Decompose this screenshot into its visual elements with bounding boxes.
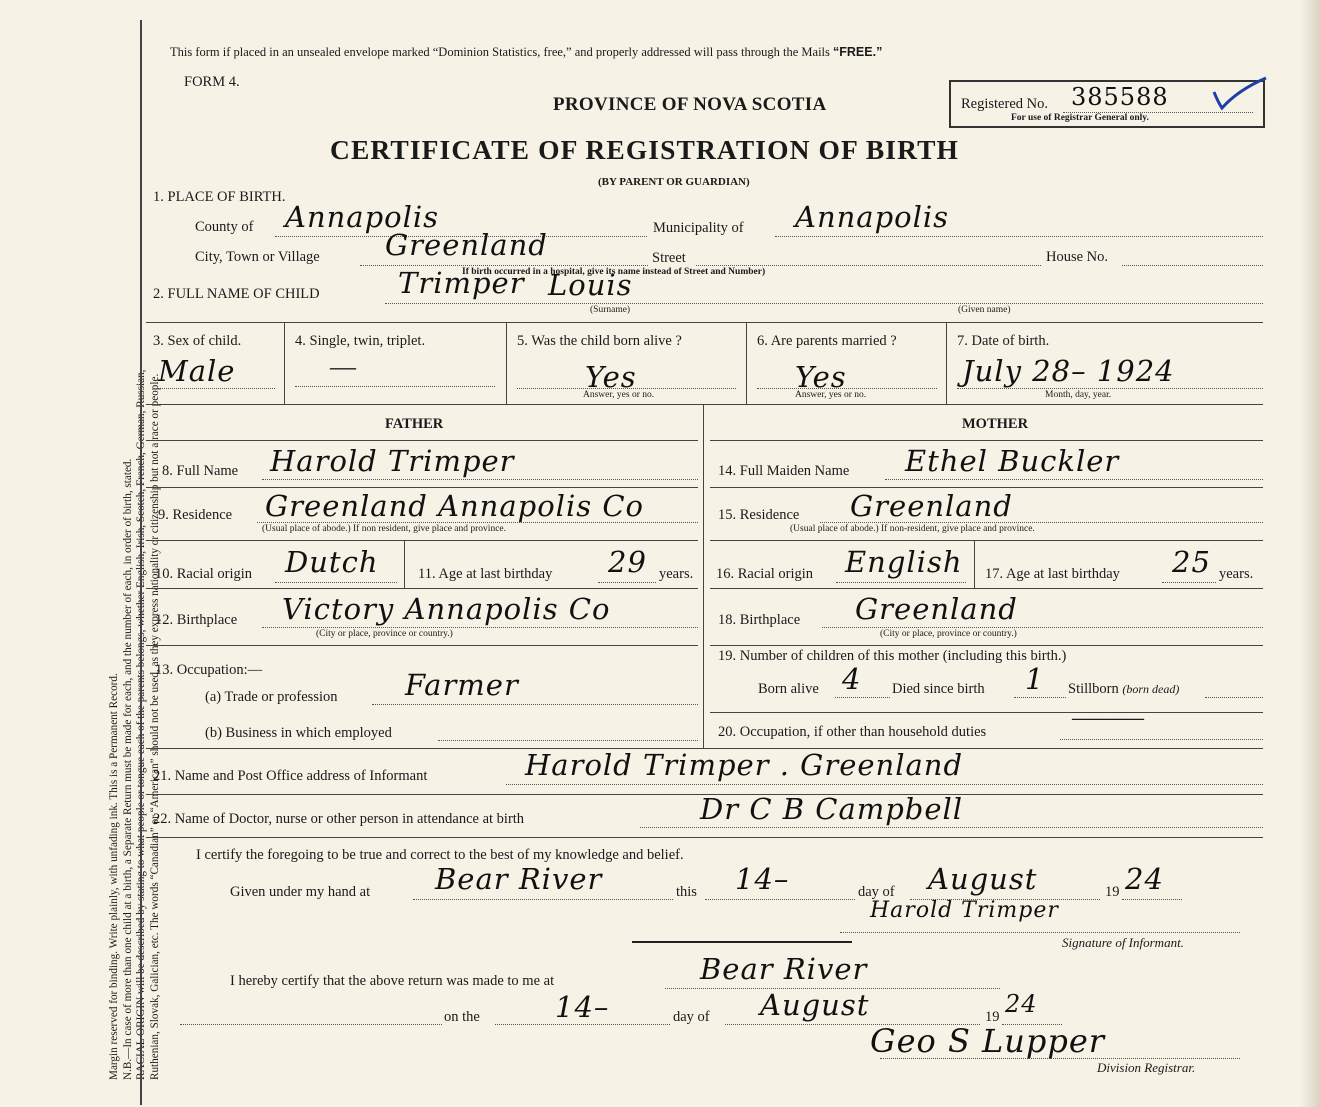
informant-signature: Harold Trimper	[870, 898, 1059, 923]
given-year: 24	[1125, 862, 1164, 896]
day-of-label: day of	[858, 884, 895, 900]
city-label: City, Town or Village	[195, 249, 320, 265]
given-name-note: (Given name)	[958, 305, 1011, 315]
margin-line: Ruthenian, Slovak, Galician, etc. The words “Canadian” or “American” should not be used, as they express nationality or citizenship but not a race or people.	[148, 373, 161, 1080]
date-of-birth-label: 7. Date of birth.	[957, 333, 1050, 349]
father-racial-label: 10. Racial origin	[155, 566, 253, 582]
father-birthplace-note: (City or place, province or country.)	[316, 629, 453, 639]
margin-line: RACIAL ORIGIN will be described by stating to what people or tongue each of the parents belongs, whether English, Irish, Scotch, French, German, Russian,	[135, 369, 148, 1080]
city-value: Greenland	[385, 228, 548, 262]
born-alive-count-label: Born alive	[758, 681, 819, 697]
mother-age-label: 17. Age at last birthday	[985, 566, 1120, 582]
given-place: Bear River	[435, 862, 603, 896]
mother-occupation-label: 20. Occupation, if other than household duties	[718, 724, 987, 740]
trade-label: (a) Trade or profession	[205, 689, 338, 705]
registrar-year: 24	[1005, 990, 1038, 1018]
county-value: Annapolis	[285, 200, 440, 234]
date-of-birth-value: July 28– 1924	[962, 354, 1175, 388]
informant-signature-label: Signature of Informant.	[1062, 935, 1184, 950]
municipality-label: Municipality of	[653, 220, 744, 236]
mother-name-label: 14. Full Maiden Name	[718, 463, 850, 479]
born-alive-count: 4	[842, 662, 862, 696]
hospital-note: If birth occurred in a hospital, give its name instead of Street and Number)	[462, 267, 766, 277]
died-since-birth-count: 1	[1025, 662, 1045, 696]
parents-married-question: 6. Are parents married ?	[757, 333, 897, 349]
division-registrar-label: Division Registrar.	[1097, 1060, 1196, 1075]
plurality-value: —	[330, 352, 356, 381]
mother-occupation-value: ———	[1072, 705, 1144, 731]
born-alive-answer: Yes	[585, 360, 637, 394]
mail-notice: This form if placed in an unsealed envelope marked “Dominion Statistics, free,” and properly addressed will pass through the Mails “FREE.”	[170, 45, 883, 59]
business-label: (b) Business in which employed	[205, 725, 392, 741]
given-month: August	[928, 862, 1038, 896]
county-label: County of	[195, 219, 254, 235]
margin-instructions	[108, 20, 208, 1080]
margin-line: N.B.—In case of more than one child at a birth, a Separate Return must be made for each, and the number of each, in order of birth, stated.	[121, 458, 134, 1080]
registrar-day-of-label: day of	[673, 1009, 710, 1025]
children-count-label: 19. Number of children of this mother (including this birth.)	[718, 648, 1067, 664]
place-of-birth-heading: 1. PLACE OF BIRTH.	[153, 189, 286, 205]
father-residence-value: Greenland Annapolis Co	[265, 489, 644, 523]
municipality-value: Annapolis	[795, 200, 950, 234]
father-age-label: 11. Age at last birthday	[418, 566, 553, 582]
answer-note: Answer, yes or no.	[583, 390, 655, 400]
child-given-name: Louis	[548, 268, 633, 302]
registrar-signature: Geo S Lupper	[870, 1022, 1106, 1060]
sex-value: Male	[158, 354, 236, 388]
mother-residence-value: Greenland	[850, 489, 1013, 523]
plurality-label: 4. Single, twin, triplet.	[295, 333, 426, 349]
parents-married-answer: Yes	[795, 360, 847, 394]
father-name-value: Harold Trimper	[270, 444, 515, 478]
father-residence-note: (Usual place of abode.) If non resident, give place and province.	[262, 524, 506, 534]
informant-label: 21. Name and Post Office address of Informant	[153, 768, 428, 784]
informant-value: Harold Trimper . Greenland	[525, 748, 964, 782]
house-number-label: House No.	[1046, 249, 1109, 265]
mother-name-value: Ethel Buckler	[905, 444, 1120, 478]
registered-number: 385588	[1071, 83, 1169, 111]
form-number: FORM 4.	[184, 74, 240, 90]
died-since-birth-label: Died since birth	[892, 681, 985, 697]
born-alive-question: 5. Was the child born alive ?	[517, 333, 682, 349]
father-heading: FATHER	[385, 416, 444, 432]
registered-label: Registered No.	[961, 96, 1048, 112]
mother-racial-value: English	[845, 545, 963, 579]
father-age-value: 29	[608, 545, 647, 579]
father-name-label: 8. Full Name	[162, 463, 239, 479]
stillborn-label: Stillborn (born dead)	[1068, 681, 1180, 697]
page-title: CERTIFICATE OF REGISTRATION OF BIRTH	[330, 134, 960, 165]
registrar-statement: I hereby certify that the above return was made to me at	[230, 973, 555, 989]
page-subtitle: (BY PARENT OR GUARDIAN)	[598, 176, 750, 188]
page-edge	[1300, 0, 1320, 1107]
given-under-label: Given under my hand at	[230, 884, 371, 900]
father-birthplace-label: 12. Birthplace	[155, 612, 238, 628]
on-the-label: on the	[444, 1009, 480, 1025]
mother-age-value: 25	[1172, 545, 1211, 579]
registrar-year-prefix: 19	[985, 1009, 1000, 1025]
mother-years-label: years.	[1219, 566, 1254, 582]
mother-birthplace-note: (City or place, province or country.)	[880, 629, 1017, 639]
doctor-value: Dr C B Campbell	[700, 792, 964, 826]
doctor-label: 22. Name of Doctor, nurse or other person in attendance at birth	[153, 811, 525, 827]
mother-heading: MOTHER	[962, 416, 1029, 432]
dob-note: Month, day, year.	[1045, 390, 1112, 400]
checkmark-icon	[1210, 76, 1270, 112]
mother-birthplace-value: Greenland	[855, 592, 1018, 626]
certification-statement: I certify the foregoing to be true and correct to the best of my knowledge and belief.	[196, 847, 684, 863]
father-occupation-label: 13. Occupation:—	[155, 662, 263, 678]
year-prefix: 19	[1105, 884, 1120, 900]
sex-label: 3. Sex of child.	[153, 333, 242, 349]
mother-residence-note: (Usual place of abode.) If non-resident, give place and province.	[790, 524, 1035, 534]
given-day: 14–	[735, 862, 790, 896]
margin-line: Margin reserved for binding. Write plainly, with unfading ink. This is a Permanent Record.	[108, 673, 120, 1080]
answer-note: Answer, yes or no.	[795, 390, 867, 400]
child-surname: Trimper	[398, 266, 525, 300]
child-name-label: 2. FULL NAME OF CHILD	[153, 286, 320, 302]
province-heading: PROVINCE OF NOVA SCOTIA	[553, 94, 827, 115]
mother-birthplace-label: 18. Birthplace	[718, 612, 801, 628]
this-label: this	[676, 884, 697, 900]
registrar-note: For use of Registrar General only.	[1011, 113, 1149, 123]
surname-note: (Surname)	[590, 305, 631, 315]
mother-racial-label: 16. Racial origin	[716, 566, 814, 582]
registrar-place: Bear River	[700, 952, 868, 986]
street-label: Street	[652, 250, 686, 266]
father-years-label: years.	[659, 566, 694, 582]
father-residence-label: 9. Residence	[158, 507, 233, 523]
trade-value: Farmer	[405, 668, 519, 702]
binding-margin-line	[140, 20, 142, 1105]
registrar-month: August	[760, 988, 870, 1022]
father-racial-value: Dutch	[285, 545, 379, 579]
registrar-day: 14–	[555, 990, 610, 1024]
father-birthplace-value: Victory Annapolis Co	[282, 592, 611, 626]
mother-residence-label: 15. Residence	[718, 507, 800, 523]
